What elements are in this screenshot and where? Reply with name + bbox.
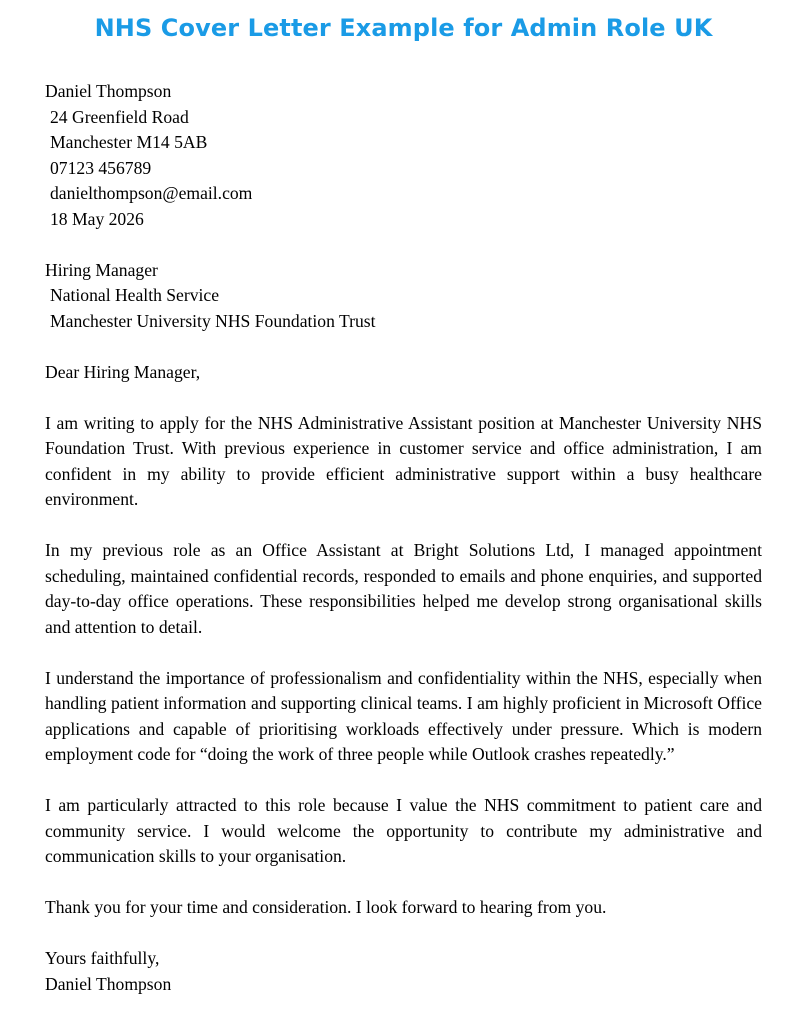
salutation: Dear Hiring Manager, xyxy=(45,361,201,382)
sender-email: danielthompson@email.com xyxy=(50,183,253,203)
sender-name: Daniel Thompson xyxy=(45,81,172,101)
recipient-address-block xyxy=(45,258,762,335)
body-paragraph-intro: I am writing to apply for the NHS Administrative Assistant position at Manchester University NHS Foundation Trust. With previous experience in customer service and office administration, I am confident in my ability to provide efficient administrative support within a busy healthcare environment. xyxy=(45,412,762,509)
recipient-organisation: National Health Service xyxy=(50,285,220,305)
recipient-title: Hiring Manager xyxy=(45,259,158,280)
cover-letter xyxy=(45,79,762,1023)
body-paragraph-thanks: Thank you for your time and consideration. I look forward to hearing from you. xyxy=(45,897,607,917)
sender-address-line-2: Manchester M14 5AB xyxy=(50,132,208,152)
recipient-trust: Manchester University NHS Foundation Trust xyxy=(50,310,376,331)
body-paragraph-motivation: I am particularly attracted to this role because I value the NHS commitment to patient care and community service. I would welcome the opportunity to contribute my administrative and communication skills to your organisation. xyxy=(45,795,762,866)
signature-name: Daniel Thompson xyxy=(45,973,172,994)
page-title: NHS Cover Letter Example for Admin Role UK xyxy=(94,14,713,42)
sender-phone: 07123 456789 xyxy=(50,157,152,178)
sender-address-block xyxy=(45,79,762,232)
closing-block xyxy=(45,946,762,997)
letter-date: 18 May 2026 xyxy=(50,208,144,229)
body-paragraph-experience: In my previous role as an Office Assistant at Bright Solutions Ltd, I managed appointment scheduling, maintained confidential records, responded to emails and phone enquiries, and supported day-to-day office operations. These responsibilities helped me develop strong organisational skills and attention to detail. xyxy=(45,540,762,637)
sign-off: Yours faithfully, xyxy=(45,948,160,968)
sender-address-line-1: 24 Greenfield Road xyxy=(50,106,189,127)
body-paragraph-skills: I understand the importance of professionalism and confidentiality within the NHS, especially when handling patient information and supporting clinical teams. I am highly proficient in Microsoft Office applications and capable of prioritising workloads effectively under pressure. Which is modern employment code for “doing the work of three people while Outlook crashes repeatedly.” xyxy=(45,667,762,764)
